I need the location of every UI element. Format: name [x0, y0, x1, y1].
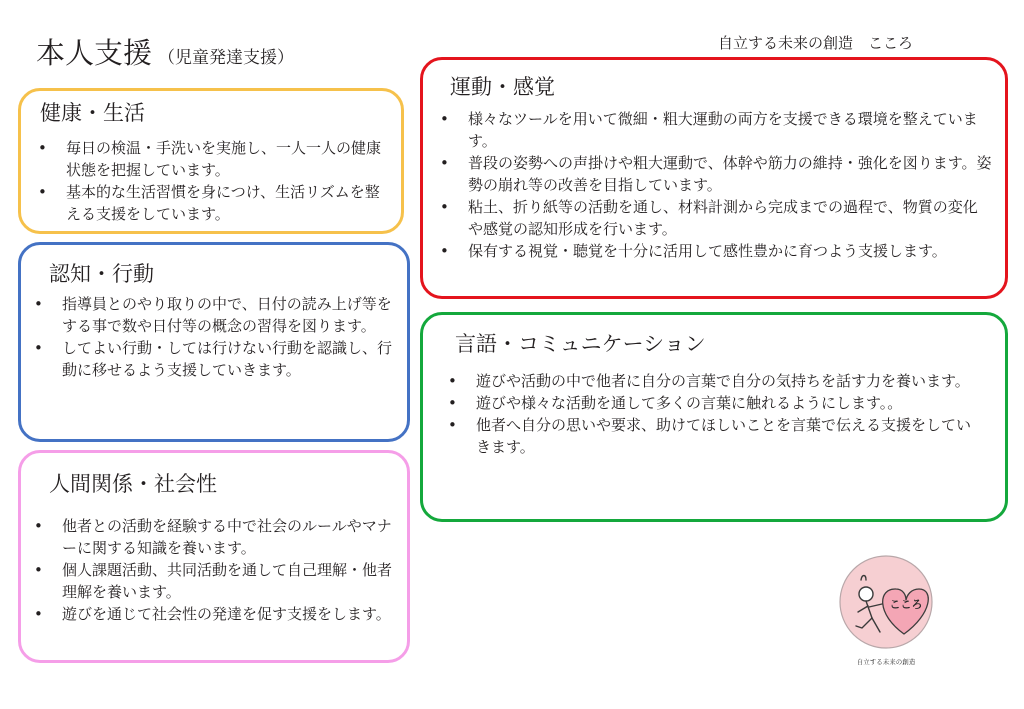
- section-title: 人間関係・社会性: [49, 472, 217, 496]
- section-social: [18, 450, 410, 663]
- page-title-main: 本人支援: [36, 36, 153, 70]
- list-item: • 遊びや様々な活動を通して多くの言葉に触れるようにします。。: [444, 392, 972, 414]
- list-item: • 遊びを通じて社会性の発達を促す支援をします。: [30, 603, 395, 625]
- list-item: • 指導員とのやり取りの中で、日付の読み上げ等をする事で数や日付等の概念の習得を図ります。: [30, 293, 397, 337]
- section-list: [30, 293, 397, 381]
- list-item: • 遊びや活動の中で他者に自分の言葉で自分の気持ちを話す力を養います。: [444, 370, 972, 392]
- section-list: [436, 108, 992, 262]
- logo-heart-text: こころ: [889, 599, 923, 611]
- section-title: 認知・行動: [49, 262, 154, 286]
- section-cognition: [18, 242, 410, 442]
- section-health: [18, 88, 404, 234]
- section-title: 健康・生活: [40, 101, 145, 125]
- list-item: • 保有する視覚・聴覚を十分に活用して感性豊かに育つよう支援します。: [436, 240, 992, 262]
- section-motor: [420, 57, 1008, 299]
- section-title: 言語・コミュニケーション: [455, 332, 706, 356]
- section-title: 運動・感覚: [450, 75, 555, 99]
- list-item: • 粘土、折り紙等の活動を通し、材料計測から完成までの過程で、物質の変化や感覚の認知形成を行います。: [436, 196, 992, 240]
- logo-caption: 自立する未来の創造: [856, 658, 916, 666]
- section-list: [34, 137, 390, 225]
- page-subtitle: （児童発達支援）: [158, 48, 295, 68]
- section-list: [444, 370, 972, 458]
- organization-name: 自立する未来の創造 こころ: [718, 34, 914, 52]
- section-language: [420, 312, 1008, 522]
- list-item: • 毎日の検温・手洗いを実施し、一人一人の健康状態を把握しています。: [34, 137, 390, 181]
- page-title: [36, 34, 294, 77]
- list-item: • 様々なツールを用いて微細・粗大運動の両方を支援できる環境を整えています。: [436, 108, 992, 152]
- list-item: • 普段の姿勢への声掛けや粗大運動で、体幹や筋力の維持・強化を図ります。姿勢の崩れ等の改善を目指しています。: [436, 152, 992, 196]
- list-item: • してよい行動・しては行けない行動を認識し、行動に移せるよう支援していきます。: [30, 337, 397, 381]
- kokoro-logo: [836, 552, 936, 670]
- list-item: • 他者との活動を経験する中で社会のルールやマナーに関する知識を養います。: [30, 515, 395, 559]
- list-item: • 基本的な生活習慣を身につけ、生活リズムを整える支援をしています。: [34, 181, 390, 225]
- list-item: • 個人課題活動、共同活動を通して自己理解・他者理解を養います。: [30, 559, 395, 603]
- list-item: • 他者へ自分の思いや要求、助けてほしいことを言葉で伝える支援をしていきます。: [444, 414, 972, 458]
- section-list: [30, 515, 395, 625]
